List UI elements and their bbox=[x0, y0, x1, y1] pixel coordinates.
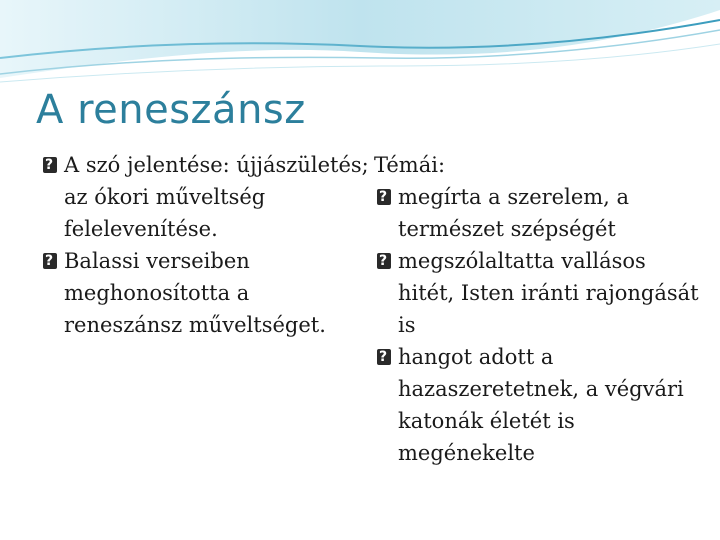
header-wave-decoration bbox=[0, 0, 720, 90]
left-column bbox=[40, 149, 370, 341]
list-item-text: Balassi verseiben meghonosította a reneszánsz műveltséget. bbox=[64, 249, 326, 337]
list-item bbox=[374, 245, 704, 341]
right-column bbox=[374, 149, 704, 469]
bullet-icon bbox=[40, 149, 62, 181]
list-item-text: hangot adott a hazaszeretetnek, a végvári katonák életét is megénekelte bbox=[398, 345, 684, 465]
list-item bbox=[40, 245, 370, 341]
column-heading bbox=[374, 149, 704, 181]
slide-title: A reneszánsz bbox=[36, 87, 306, 133]
bullet-icon bbox=[374, 341, 396, 373]
list-item bbox=[374, 181, 704, 245]
bullet-icon bbox=[374, 245, 396, 277]
list-item-text: megírta a szerelem, a természet szépségét bbox=[398, 185, 630, 241]
list-item-text: megszólaltatta vallásos hitét, Isten iránti rajongását is bbox=[398, 249, 699, 337]
bullet-icon bbox=[374, 181, 396, 213]
list-item bbox=[40, 149, 370, 245]
list-item bbox=[374, 341, 704, 469]
column-heading-text: Témái: bbox=[374, 153, 446, 177]
bullet-icon bbox=[40, 245, 62, 277]
list-item-text: A szó jelentése: újjászületés; az ókori műveltség felelevenítése. bbox=[64, 153, 369, 241]
